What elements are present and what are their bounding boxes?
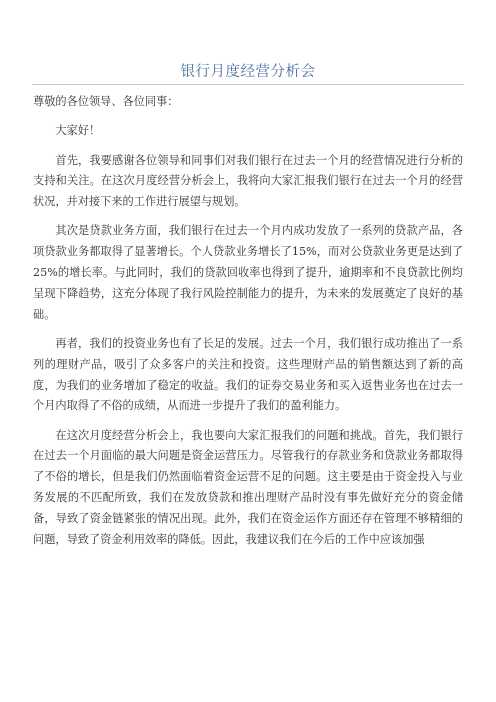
document-body [33, 92, 463, 559]
title-divider [32, 84, 464, 85]
greeting-paragraph: 大家好！ [55, 124, 101, 138]
loan-paragraph: 其次是贷款业务方面，我们银行在过去一个月内成功发放了一系列的贷款产品，各项贷款业务都取得了显著增长。个人贷款业务增长了15%，而对公贷款业务更是达到了25%的增长率。与此同时，我们的贷款回收率也得到了提升，逾期率和不良贷款比例均呈现下降趋势，这充分体现了我行风险控制能力的提升，为未来的发展奠定了良好的基础。 [33, 224, 463, 321]
challenges-paragraph: 在这次月度经营分析会上，我也要向大家汇报我们的问题和挑战。首先，我们银行在过去一个月面临的最大问题是资金运营压力。尽管我行的存款业务和贷款业务都取得了不俗的增长，但是我们仍然面临着资金运营不足的问题。这主要是由于资金投入与业务发展的不匹配所致，我们在发放贷款和推出理财产品时没有事先做好充分的资金储备，导致了资金链紧张的情况出现。此外，我们在资金运作方面还存在管理不够精细的问题，导致了资金利用效率的降低。因此，我建议我们在今后的工作中应该加强 [33, 428, 463, 546]
intro-paragraph: 首先，我要感谢各位领导和同事们对我们银行在过去一个月的经营情况进行分析的支持和关注。在这次月度经营分析会上，我将向大家汇报我们银行在过去一个月的经营状况，并对接下来的工作进行展望与规划。 [33, 153, 463, 209]
document-title: 银行月度经营分析会 [180, 64, 316, 80]
investment-paragraph: 再者，我们的投资业务也有了长足的发展。过去一个月，我们银行成功推出了一系列的理财产品，吸引了众多客户的关注和投资。这些理财产品的销售额达到了新的高度，为我们的业务增加了稳定的收益。我们的证券交易业务和买入返售业务也在过去一个月内取得了不俗的成绩，从而进一步提升了我们的盈利能力。 [33, 336, 463, 413]
salutation: 尊敬的各位领导、各位同事： [33, 95, 179, 108]
